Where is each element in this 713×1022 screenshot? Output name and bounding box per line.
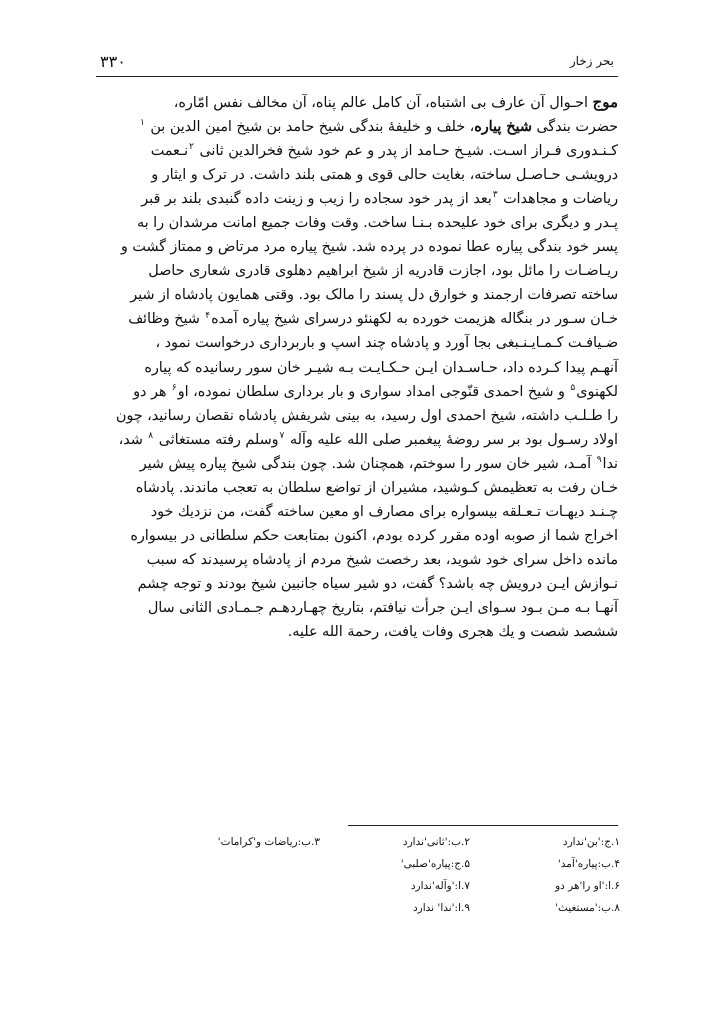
footnote-ref: ۹: [596, 454, 602, 465]
text-span: ریاضات و مجاهدات: [503, 191, 618, 208]
text-line: درویشـی حـاصـل ساخته، بغایت حالی قوی و همتی بلند داشت. در ترک و ایثار و: [151, 167, 618, 184]
text-line: نـوازش ایـن درویش چه باشد؟ گفت، دو شیر سیاه جانبین شیخ بودند و توجه چشم: [137, 575, 618, 592]
text-line: خـان رفت به تعظیمش کـوشید، مشیران از تواضع سلطان به تعجب ماندند. پادشاه: [135, 479, 618, 496]
text-span: حضرت بندگی: [536, 119, 618, 136]
lemma-heading: موج: [592, 93, 618, 111]
text-span: کـنـدوری فـراز اسـت. شیـخ حـامد از پدر و عم خود شیخ فخرالدین ثانی: [199, 143, 618, 160]
footnote-ref: ۷: [279, 430, 285, 441]
footnotes: [160, 831, 620, 919]
text-line: [98, 115, 618, 139]
text-line: [98, 452, 618, 476]
text-span: اولاد رسـول بود بر سر روضهٔ پیغمبر صلی الله علیه وآله: [289, 431, 618, 448]
footnote-item: ۲.ب:'ثانی'ندارد: [402, 836, 470, 848]
text-span: شیخ وظائف: [128, 311, 200, 328]
text-line: پسر خود بندگی پیاره عطا نموده در پرده شد. شیخ پیاره مرد مرتاض و ممتاز گشت و: [120, 239, 618, 256]
text-line: پـدر و دیگری برای خود علیحده بـنـا ساخت. وقت وفات جمیع امانت مرشدان را به: [136, 215, 618, 232]
text-line: ضـیافـت کـمـایـنـبغی بجا آورد و پادشاه چند اسپ و باربرداری درخواست نمود ،: [155, 335, 618, 352]
footnote-ref: ۴: [205, 310, 211, 321]
footnote-ref: ۸: [148, 430, 154, 441]
text-span: بعد از پدر خود سجاده را زیب و زینت داده گنبدی بلند بر قبر: [141, 191, 492, 208]
footnote-item: ۸.ب:'مستغیث': [555, 902, 620, 914]
footnote-item: ۶.ا:'او را'هر دو: [555, 880, 620, 892]
text-span: ، خلف و خلیفهٔ بندگی شیخ حامد بن شیخ امین الدین بن: [150, 119, 475, 136]
text-line: آنهـم پیدا کـرده داد، حـاسـدان ایـن حـکـایـت بـه شیـر خان سور رسانیده که پیاره: [144, 359, 618, 376]
text-line: را طـلـب داشته، شیخ احمدی اول رسید، به بینی شریفش پادشاه نقصان رسانید، چون: [115, 407, 618, 424]
footnote-item: ۳.ب:ریاضات و'کرامات': [217, 836, 320, 848]
footnote-row: [160, 897, 620, 919]
footnote-rule: [348, 825, 618, 826]
text-span: ندا: [602, 455, 618, 472]
text-line: چـنـد دیهـات تـعـلقه بیسواره برای مصارف او معین ساخته گفت، من نزدیك خود: [150, 503, 618, 520]
text-line: آنهـا بـه مـن بـود سـوای ایـن جرأت نیافتم، بتاریخ چهـاردهـم جـمـادی الثانی سال: [147, 599, 618, 616]
footnote-item: ۹.ا:'ندا' ندارد: [413, 902, 470, 914]
footnote-ref: ۲: [189, 142, 194, 153]
running-title: بحر زخار: [569, 54, 614, 68]
text-line: [98, 139, 618, 163]
footnote-ref: ۳: [492, 190, 498, 201]
footnote-ref: ۶: [171, 382, 177, 393]
text-line: [98, 428, 618, 452]
text-line: [98, 380, 618, 404]
footnote-row: [160, 831, 620, 853]
text-line: ساخته تصرفات ارجمند و خوارق دل پسند را مالک بود. وقتی همایون پادشاه از شیر: [130, 287, 618, 304]
text-line: اخراج شما از صوبه اوده مقرر کرده بودم، اکنون بمتابعت حکم سلطانی در بیسواره: [130, 527, 618, 544]
footnote-row: [160, 875, 620, 897]
text-line: [98, 307, 618, 331]
page-number: ۳۳۰: [100, 52, 126, 71]
page-header: [96, 52, 618, 74]
saint-name: شیخ پیاره: [474, 119, 532, 136]
footnote-item: ۴.ب:پیاره'آمد': [557, 858, 620, 870]
text-span: خـان سـور در بنگاله هزیمت خورده به لکهنئو درسرای شیخ پیاره آمده: [211, 311, 618, 328]
footnote-item: ۵.ج:پیاره'صلبی': [400, 858, 470, 870]
text-span: و شیخ احمدی قنّوجی امداد سواری و بار برداری سلطان نموده، او: [177, 383, 565, 400]
text-line: [98, 187, 618, 211]
text-span: لکهنوی: [576, 383, 618, 400]
text-span: احـوال آن عارف بی اشتباه، آن کامل عالم پناه، آن مخالف نفس امّاره،: [173, 95, 588, 111]
text-span: هر دو: [133, 383, 167, 400]
text-span: شد،: [118, 431, 143, 448]
text-line: [98, 90, 618, 115]
footnote-ref: ۱: [140, 118, 145, 129]
main-text: [98, 90, 618, 644]
footnote-item: ۷.ا:'وآله'ندارد: [410, 880, 470, 892]
text-line: ششصد شصت و یك هجری وفات یافت، رحمة الله علیه.: [287, 624, 618, 641]
text-line: مانده داخل سرای خود شوید، بعد رخصت شیخ مردم از پادشاه پرسیدند که سبب: [146, 551, 618, 568]
footnote-item: ۱.ج:'بن'ندارد: [562, 836, 620, 848]
footnote-ref: ۵: [570, 382, 576, 393]
header-rule: [96, 76, 618, 77]
text-span: وسلم رفته مستغاثی: [158, 431, 279, 448]
footnote-row: [160, 853, 620, 875]
text-line: ریـاضـات را مائل بود، اجازت قادریه از شیخ ابراهیم دهلوی قادری شعاری حاصل: [148, 263, 618, 280]
text-span: نـعمت: [150, 143, 189, 160]
text-span: آمـد، شیر خان سور را سوختم، همچنان شد. چون بندگی شیخ پیاره پیش شیر: [139, 455, 592, 472]
